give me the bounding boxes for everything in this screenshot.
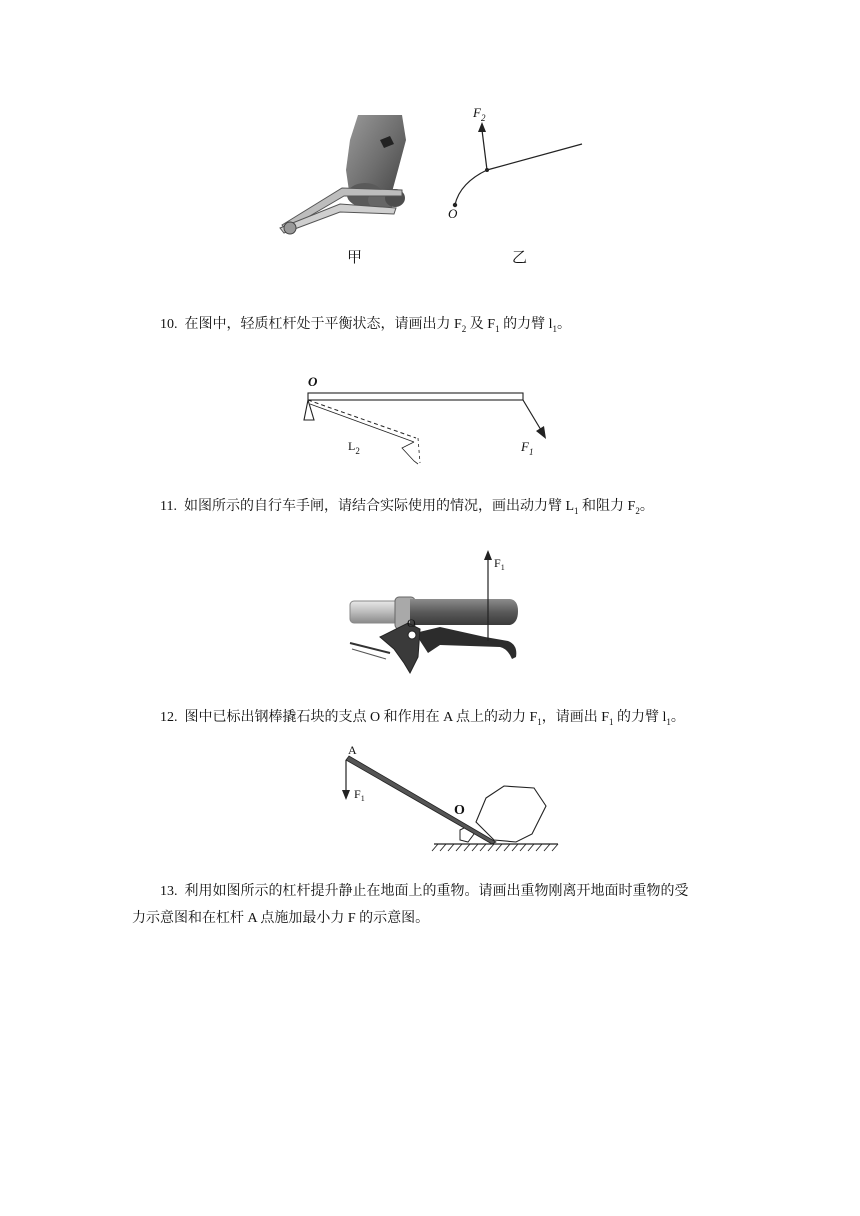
- question-13-line2: 力示意图和在杠杆 A 点施加最小力 F 的示意图。: [132, 911, 430, 926]
- label-f1: $F_1$: [521, 439, 534, 457]
- question-13-line1: 13. 利用如图所示的杠杆提升静止在地面上的重物。请画出重物刚离开地面时重物的受: [160, 884, 689, 899]
- question-number: 10.: [160, 317, 178, 332]
- label-o: O: [454, 803, 465, 818]
- lever-schematic: [453, 122, 582, 207]
- lever-diagram-q10: [296, 368, 566, 468]
- label-f2: $F_2$: [473, 105, 486, 123]
- label-a: A: [348, 743, 357, 757]
- label-o: O: [308, 374, 318, 389]
- hand-photo: [280, 115, 406, 234]
- label-o: O: [407, 616, 416, 630]
- nutcracker-diagram: [270, 100, 600, 275]
- caption-jia: 甲: [347, 248, 363, 266]
- crowbar-diagram: [336, 742, 566, 854]
- caption-yi: 乙: [512, 248, 528, 266]
- figure-nutcracker: [270, 100, 600, 275]
- label-f1: $F_1$: [494, 556, 505, 572]
- question-11: 11. 如图所示的自行车手闸，请结合实际使用的情况，画出动力臂 $L_1$ 和阻力 $F_2$。: [160, 499, 654, 516]
- question-12: 12. 图中已标出钢棒撬石块的支点 O 和作用在 A 点上的动力 $F_1$，请画出 $F_1$ 的力臂 $l_1$。: [160, 710, 685, 727]
- figure-crowbar: [336, 742, 566, 854]
- figure-bike-brake: [340, 545, 530, 680]
- figure-lever-q10: [296, 368, 566, 468]
- label-f1: $F_1$: [354, 787, 365, 803]
- question-number: 13.: [160, 884, 178, 899]
- question-10: 10. 在图中，轻质杠杆处于平衡状态，请画出力 $F_2$ 及 $F_1$ 的力臂 $l_1$。: [160, 317, 571, 334]
- label-o: O: [448, 206, 458, 221]
- question-number: 11.: [160, 499, 177, 514]
- bike-brake-diagram: [340, 545, 530, 680]
- question-number: 12.: [160, 710, 178, 725]
- label-l2: $L_2$: [348, 439, 360, 456]
